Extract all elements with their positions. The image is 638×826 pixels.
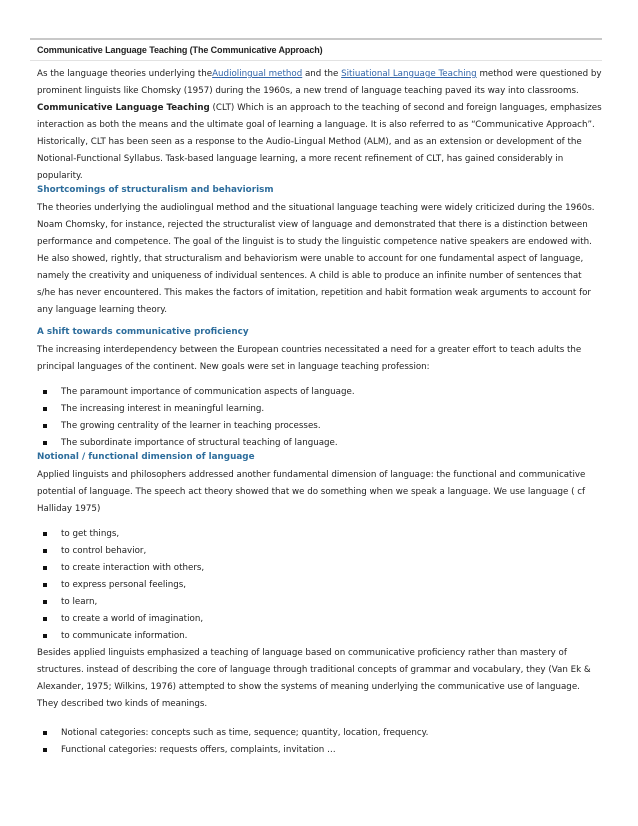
notional-bullet-list (37, 526, 602, 645)
list-item-text: to create a world of imagination, (61, 614, 204, 624)
list-item (37, 611, 602, 628)
intro-text: (CLT) Which is an approach to the teaching of second and foreign languages, emphasizes interaction as both the means and the ultimate goal of learning a language. It is also referred to as “Communicative Approach”. Historically, CLT has been seen as a response to the Audio-Lingual Method (ALM), and as an extension or development of the Notional-Functional Syllabus. Task-based language learning, a more recent refinement of CLT, has gained considerably in popularity. (37, 103, 602, 181)
list-item-text: to communicate information. (61, 631, 188, 641)
intro-paragraph (37, 66, 602, 185)
square-bullet-icon (43, 566, 47, 570)
shift-paragraph: The increasing interdependency between the European countries necessitated a need for a greater effort to teach adults the principal languages of the continent. New goals were set in language teaching profession: (37, 345, 582, 372)
square-bullet-icon (43, 600, 47, 604)
notional-paragraph-2: Besides applied linguists emphasized a teaching of language based on communicative proficiency rather than mastery of structures. instead of describing the core of language through traditional concepts of grammar and vocabulary, they (Van Ek & Alexander, 1975; Wilkins, 1976) attempted to show the systems of meaning underlying the communicative use of language. They described two kinds of meanings. (37, 648, 591, 709)
list-item-text: to get things, (61, 529, 120, 539)
square-bullet-icon (43, 583, 47, 587)
list-item-text: to learn, (61, 597, 98, 607)
list-item (37, 435, 602, 452)
square-bullet-icon (43, 617, 47, 621)
list-item (37, 526, 602, 543)
intro-text: and the (302, 69, 342, 79)
list-item (37, 725, 602, 742)
situational-language-teaching-link[interactable]: Sitiuational Language Teaching (341, 69, 477, 79)
list-item (37, 384, 602, 401)
list-item (37, 543, 602, 560)
list-item (37, 560, 602, 577)
list-item-text: Functional categories: requests offers, complaints, invitation … (61, 745, 336, 755)
square-bullet-icon (43, 532, 47, 536)
document-body (37, 66, 602, 759)
square-bullet-icon (43, 390, 47, 394)
list-item-text: The subordinate importance of structural teaching of language. (61, 438, 338, 448)
square-bullet-icon (43, 424, 47, 428)
shortcomings-paragraph: The theories underlying the audiolingual method and the situational language teaching were widely criticized during the 1960s. Noam Chomsky, for instance, rejected the structuralist view of language and demonstrated that there is a distinction between performance and competence. The goal of the linguist is to study the linguistic competence native speakers are endowed with. He also showed, rightly, that structuralism and behaviorism were unable to account for one fundamental aspect of language, namely the creativity and uniqueness of individual sentences. A child is able to produce an infinite number of sentences that s/he has never encountered. This makes the factors of imitation, repetition and habit formation weak arguments to account for any language learning theory. (37, 203, 595, 315)
list-item-text: The growing centrality of the learner in teaching processes. (61, 421, 321, 431)
list-item (37, 401, 602, 418)
square-bullet-icon (43, 549, 47, 553)
list-item (37, 628, 602, 645)
list-item (37, 594, 602, 611)
square-bullet-icon (43, 748, 47, 752)
intro-text: As the language theories underlying the (37, 69, 213, 79)
notional-paragraph: Applied linguists and philosophers addressed another fundamental dimension of language: the functional and communicative potential of language. The speech act theory showed that we do something when we speak a language. We use language ( cf Halliday 1975) (37, 470, 586, 514)
square-bullet-icon (43, 731, 47, 735)
shift-bullet-list (37, 384, 602, 452)
intro-text: method were questioned by prominent linguists like Chomsky (1957) during the 1960s, a new trend of language teaching paved its way into classrooms. (37, 69, 602, 96)
list-item-text: The paramount importance of communication aspects of language. (61, 387, 355, 397)
list-item (37, 418, 602, 435)
heading-notional: Notional / functional dimension of language (37, 452, 255, 462)
clt-bold-term: Communicative Language Teaching (37, 103, 210, 113)
list-item (37, 577, 602, 594)
square-bullet-icon (43, 441, 47, 445)
list-item-text: to express personal feelings, (61, 580, 187, 590)
square-bullet-icon (43, 634, 47, 638)
audiolingual-method-link[interactable]: Audiolingual method (212, 69, 303, 79)
list-item-text: to create interaction with others, (61, 563, 205, 573)
list-item (37, 742, 602, 759)
meanings-bullet-list (37, 725, 602, 759)
title-divider (30, 60, 602, 61)
top-rule (30, 38, 602, 40)
list-item-text: to control behavior, (61, 546, 147, 556)
heading-shortcomings: Shortcomings of structuralism and behaviorism (37, 185, 274, 195)
page-title: Communicative Language Teaching (The Communicative Approach) (37, 45, 323, 55)
square-bullet-icon (43, 407, 47, 411)
list-item-text: The increasing interest in meaningful learning. (61, 404, 265, 414)
heading-shift: A shift towards communicative proficiency (37, 327, 249, 337)
list-item-text: Notional categories: concepts such as time, sequence; quantity, location, frequency. (61, 728, 429, 738)
